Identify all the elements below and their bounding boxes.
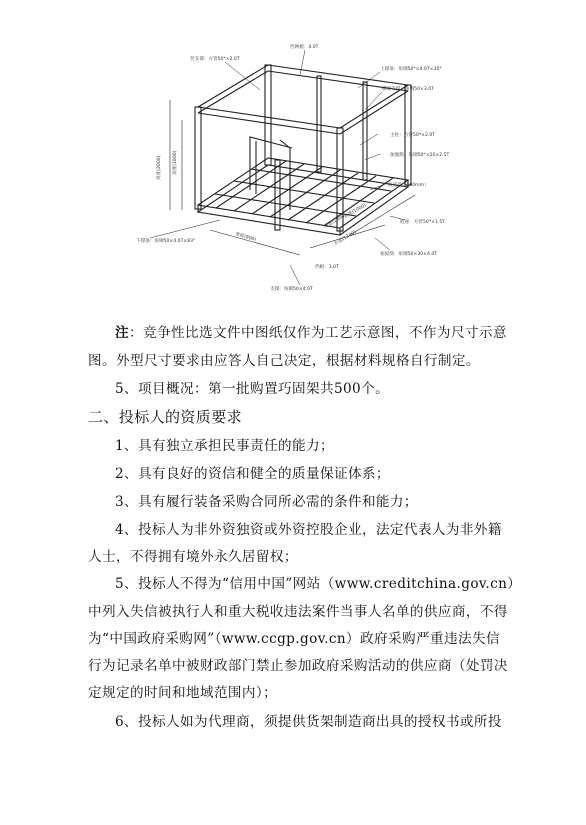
- label-base: 底座：方管50*×1.5T: [400, 220, 446, 225]
- label-width-800: 宽度(800): [234, 232, 257, 243]
- qualification-5-line-1: 5、投标人不得为“信用中国”网站（www.creditchina.gov.cn）: [115, 576, 522, 592]
- qualification-5-line-4: 行为记录名单中被财政部门禁止参加政府采购活动的供应商（处罚决: [88, 658, 508, 674]
- note-line-1: [115, 322, 535, 344]
- qualification-2: 2、具有良好的资信和健全的质量保证体系；: [115, 466, 390, 482]
- qualification-4-line-1: 4、投标人为非外资独资或外资控股企业，法定代表人为非外籍: [115, 522, 502, 538]
- label-length-1000: 长度(1000): [343, 203, 368, 220]
- label-main-post: 主柱：方管50*×2.0T: [390, 133, 436, 138]
- label-top-brace: 上撑条：角钢50*×4.0T×30*: [380, 67, 442, 72]
- qualification-5-line-3: 为“中国政府采购网”（www.ccgp.gov.cn）政府采购严重违法失信: [88, 631, 500, 647]
- qualification-3: 3、具有履行装备采购合同所必需的条件和能力；: [115, 494, 418, 510]
- label-length-1200: 长度(1200): [333, 230, 358, 247]
- section-heading: 二、投标人的资质要求: [88, 408, 243, 426]
- qualification-4-line-2: 人士，不得拥有境外永久居留权；: [88, 549, 298, 565]
- qualification-5-line-5: 定规定的时间和地域范围内）；: [88, 685, 278, 701]
- rack-drawing-svg: [136, 40, 470, 302]
- label-height-1800: 高度(1800): [173, 150, 178, 175]
- label-height-2000: 高度(2000): [157, 155, 162, 180]
- qualification-5-line-2: 中列入失信被执行人和重大税收违法案件当事人名单的供应商，不得: [88, 604, 508, 620]
- note-text: ：竞争性比选文件中图纸仅作为工艺示意图，不作为尺寸示意: [129, 325, 507, 341]
- note-line-2: 图。外型尺寸要求由应答人自己决定，根据材料规格自行制定。: [88, 353, 480, 369]
- label-reinforcing-rib: 加固筋：角钢50×30×4.0T: [380, 252, 438, 257]
- label-beam-support: 横梁支撑：角钢50×3.0T: [382, 87, 434, 92]
- note-label: 注: [115, 325, 129, 341]
- qualification-6-line-1: 6、投标人如为代理商，须提供货架制造商出具的授权书或所投: [115, 714, 502, 730]
- label-width-1000: 宽度(1000): [323, 213, 348, 230]
- label-bracing: 支撑：角钢50×4.0T: [270, 287, 313, 292]
- label-baffle: 挡板：3.0T: [315, 265, 339, 270]
- label-vertical-support: 竖支撑：方管50*×2.0T: [190, 57, 240, 62]
- label-guard-plate: 挡网板：4.0T: [290, 45, 319, 50]
- qualification-1: 1、具有独立承担民事责任的能力；: [115, 438, 334, 454]
- rack-drawing: [136, 40, 470, 302]
- label-lower-brace: 下撑条：角钢50×4.0T×83°: [136, 239, 196, 244]
- project-overview: 5、项目概况：第一批购置巧固架共500个。: [115, 381, 390, 397]
- label-stiffener: 加强筋：角钢50*×20×2.5T: [390, 153, 450, 158]
- label-base-height: 底座高（100mm）: [388, 183, 429, 188]
